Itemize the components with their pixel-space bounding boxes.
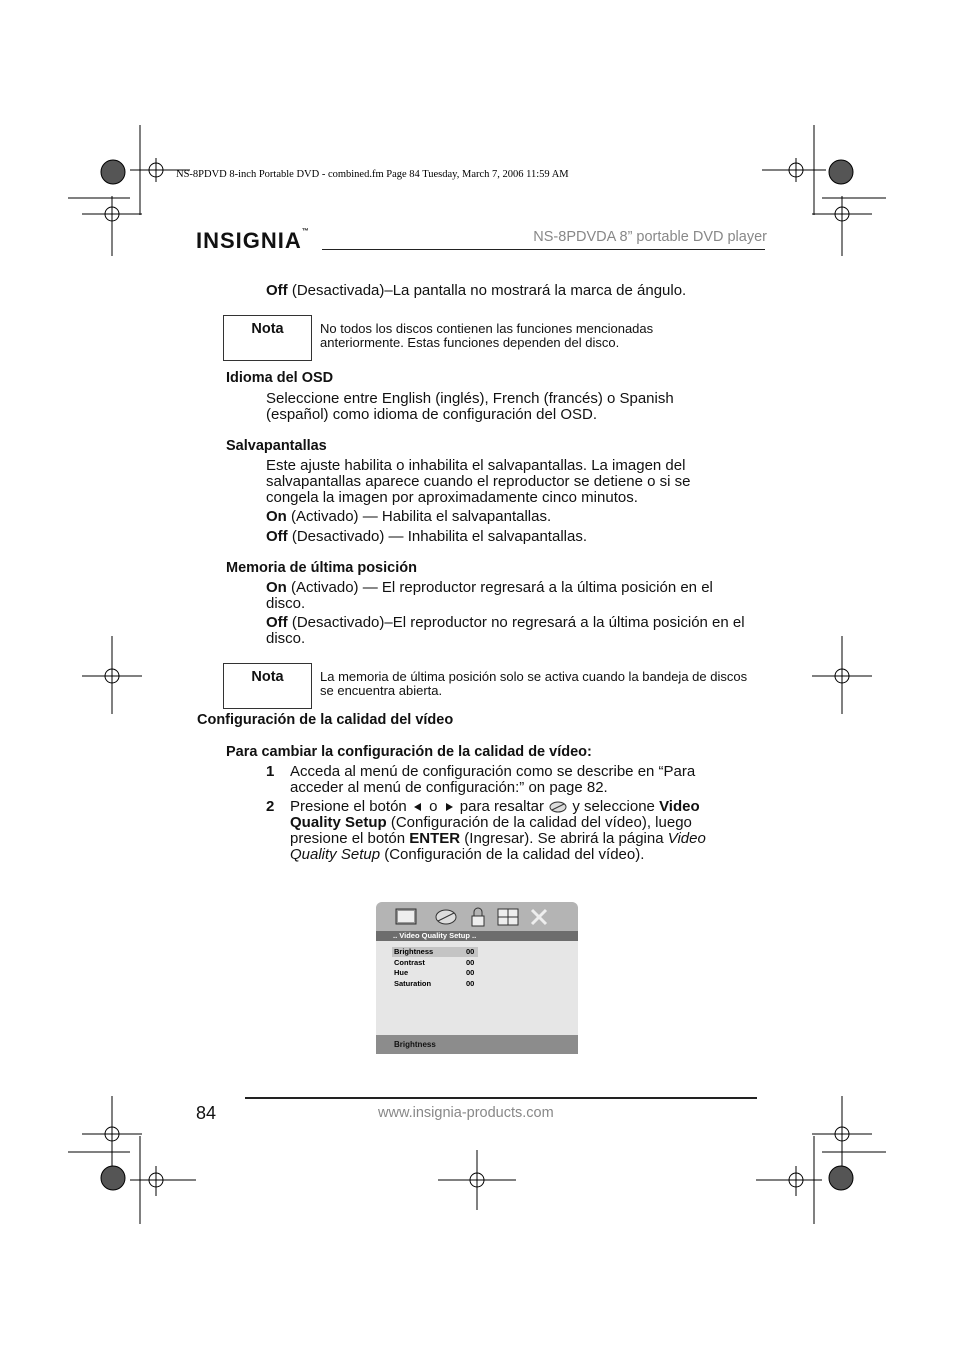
osd-item-brightness-value: 00 (466, 947, 475, 956)
step2-bold-enter: ENTER (409, 830, 461, 847)
screensaver-off-line (266, 529, 746, 545)
osd-icon-bar (376, 902, 578, 931)
last-memory-off-bold: Off (266, 614, 288, 631)
osd-title (376, 931, 578, 941)
osd-item-hue-label[interactable]: Hue (394, 968, 409, 977)
page-number: 84 (196, 1103, 217, 1123)
note-label-1: Nota (251, 321, 284, 337)
step2-part-b: para resaltar (459, 798, 544, 815)
step2-part-o: o (429, 798, 438, 815)
osd-item-contrast-label[interactable]: Contrast (394, 958, 425, 967)
step2-italic-video-quality-setup: Video Quality Setup (290, 830, 706, 863)
step1-number: 1 (266, 763, 275, 780)
osd-item-saturation-value: 00 (466, 979, 475, 988)
osd-language-heading: Idioma del OSD (226, 370, 334, 386)
video-quality-icon (548, 800, 568, 814)
osd-item-hue-value: 00 (466, 968, 475, 977)
last-memory-off-line (266, 615, 761, 647)
screensaver-on-line (266, 509, 746, 525)
step2-part-c: y seleccione (572, 798, 655, 815)
logo-tm: ™ (301, 228, 310, 235)
osd-title-text: .. Video Quality Setup .. (393, 931, 477, 940)
lock-icon (466, 907, 490, 927)
screensaver-on-bold: On (266, 508, 287, 525)
video-quality-icon (434, 907, 458, 927)
screensaver-off-text: (Desactivado) — Inhabilita el salvapantallas. (287, 528, 587, 545)
footer-rule (245, 1097, 757, 1099)
step2-part-a: Presione el botón (290, 798, 407, 815)
osd-item-saturation-label[interactable]: Saturation (394, 979, 432, 988)
osd-status-bar (376, 1035, 578, 1054)
last-memory-on-bold: On (266, 579, 287, 596)
exit-icon (527, 907, 551, 927)
screensaver-text: Este ajuste habilita o inhabilita el salvapantallas. La imagen del salvapantallas aparece cuando el reproductor se detiene o si se congela la imagen por aproximadamente cinco minutos. (266, 457, 691, 506)
note-box-1 (223, 315, 312, 361)
last-memory-heading: Memoria de última posición (226, 560, 417, 576)
step2-part-f: (Configuración de la calidad del vídeo). (384, 846, 645, 863)
angle-off-bold: Off (266, 282, 288, 299)
osd-video-quality-screenshot (376, 902, 578, 1054)
insignia-logo (196, 228, 310, 254)
last-memory-on-line (266, 580, 756, 612)
osd-item-brightness-label[interactable]: Brightness (394, 947, 434, 956)
video-quality-heading: Configuración de la calidad del vídeo (197, 712, 454, 728)
footer-url: www.insignia-products.com (378, 1105, 554, 1121)
step1-text: Acceda al menú de configuración como se describe en “Para acceder al menú de configuración:” on page 82. (290, 763, 696, 796)
last-memory-off-text: (Desactivado)–El reproductor no regresará a la última posición en el disco. (266, 614, 745, 647)
last-memory-on-text: (Activado) — El reproductor regresará a la última posición en el disco. (266, 579, 713, 612)
note-box-2 (223, 663, 312, 709)
note-text-1: No todos los discos contienen las funciones mencionadas anteriormente. Estas funciones dependen del disco. (320, 321, 654, 350)
osd-language-text: Seleccione entre English (inglés), French (francés) o Spanish (español) como idioma de configuración del OSD. (266, 390, 674, 423)
step2-part-e: (Ingresar). Se abrirá la página (464, 830, 664, 847)
note-text-2: La memoria de última posición solo se activa cuando la bandeja de discos se encuentra abierta. (320, 669, 748, 698)
angle-off-text: (Desactivada)–La pantalla no mostrará la marca de ángulo. (287, 282, 687, 299)
print-info: NS-8PDVD 8-inch Portable DVD - combined.fm Page 84 Tuesday, March 7, 2006 11:59 AM (176, 169, 569, 180)
step2-number: 2 (266, 798, 275, 815)
step2-part-d: (Configuración de la calidad del vídeo), luego presione el botón (290, 814, 692, 847)
header-rule (322, 249, 765, 250)
angle-off-line (266, 283, 766, 299)
osd-status-text: Brightness (394, 1040, 436, 1049)
note-label-2: Nota (251, 669, 284, 685)
logo-text: INSIGNIA (196, 228, 302, 253)
step2-bold-video-quality-setup: Video Quality Setup (290, 798, 700, 831)
video-quality-subheading: Para cambiar la configuración de la calidad de vídeo: (226, 744, 592, 760)
screensaver-on-text: (Activado) — Habilita el salvapantallas. (286, 508, 552, 525)
screensaver-heading: Salvapantallas (226, 438, 327, 454)
tv-icon (395, 907, 419, 927)
right-arrow-icon (442, 802, 456, 812)
osd-item-contrast-value: 00 (466, 958, 475, 967)
screensaver-off-bold: Off (266, 528, 288, 545)
header-product-name: NS-8PDVDA 8” portable DVD player (533, 229, 767, 245)
preference-icon (496, 907, 520, 927)
step2-text (290, 799, 750, 863)
left-arrow-icon (411, 802, 425, 812)
